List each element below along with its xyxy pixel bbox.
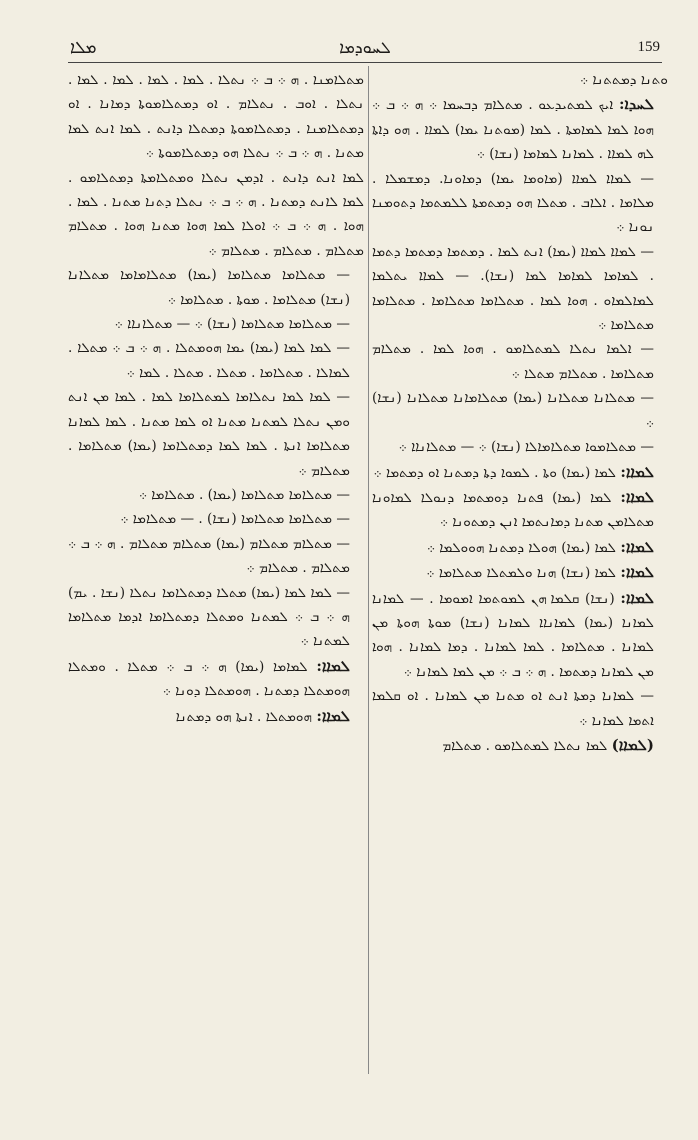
- entry-text: — ܡܬܠܐܡ ܡܬܠܐܡ (ܝܡܐ) ܡܬܠܐܡ ܡܬܠܐܡ . ܗ ܀ ܒ ܀ ܡܬܠܐܡ . ܡܬܠܐܡ ܀: [68, 535, 350, 577]
- dictionary-entry: [68, 704, 364, 729]
- entry-headword: ܠܡܐܐ:: [620, 588, 654, 607]
- running-head-left: ܡܠܐ: [70, 38, 97, 58]
- entry-headword: ܠܡܐܐ:: [316, 706, 350, 725]
- page-number: 159: [637, 39, 660, 55]
- dictionary-entry: [372, 460, 668, 485]
- dictionary-entry: [68, 385, 364, 483]
- dictionary-entry: [68, 68, 364, 166]
- dictionary-entry: [372, 92, 668, 166]
- entry-text: ܠܡܐܡܐ (ܝܡܐ) ܗ ܀ ܒ ܀ ܡܬܠܐ . ܘܡܬܠܐ ܗܘܡܬܠܐ ܕܡܬܢܐ . ܗܘܡܬܠܐ ܕܘܢܐ ܀: [68, 658, 350, 700]
- entry-headword: ܠܡܐܐ:: [620, 537, 654, 556]
- dictionary-entry: [372, 535, 668, 560]
- dictionary-entry: [372, 167, 668, 240]
- dictionary-entry: [372, 240, 668, 338]
- dictionary-entry: [372, 386, 668, 435]
- entry-text: (ܢܫܐ) ܩܠܡܐ ܗܢ ܠܡܘܬܡܐ ܐܡܘܡܐ . — ܠܡܐܢܐ ܠܡܐܢܐ (ܝܡܐ) ܠܡܐܢܐܐ ܠܡܐܢܐ (ܢܫܐ) ܡܘܬܐ ܗܘܬܐ ܡܢ ܠܡܐܢܐ . ܡܬܠܐܡܐ . ܠܡܐ ܠܡܐܢܐ . ܕܡܐ ܠܡܐܢܐ . ܗܘܐ ܡܢ ܠܡܐܢܐ ܕܡܬܡܐ . ܗ ܀ ܒ ܀ ܡܢ ܠܡܐ ܠܡܐܢܐ ܀: [372, 590, 654, 680]
- entry-text: ܠܡܐ (ܝܡܐ) ܦܬܢܐ ܕܘܡܬܡܐ ܕܢܘܠܐ ܠܡܐܘܢܐ ܡܬܠܐܡܢ ܡܬܢܐ ܕܡܐܢܬܡܐ ܐܢܢ ܕܡܬܘܢܐ ܀: [372, 489, 654, 531]
- entry-text: — ܡܬܠܐܡܘܐ ܡܬܠܐܡܐܠܐ (ܢܫܐ) ܀ — ܡܬܠܐܢܐܐ ܀: [398, 439, 654, 456]
- dictionary-entry: [372, 586, 668, 685]
- dictionary-entry: [68, 312, 364, 336]
- entry-text: ܡܬܠܐܡܢܐ . ܗ ܀ ܒ ܀ ܢܬܠܐ . ܠܡܐ . ܠܡܐ . ܠܡܐ . ܠܡܐ . ܢܬܠܐ . ܐܘܒ . ܢܬܠܐܡ . ܐܘ ܕܡܬܠܐܡܘܬܐ ܕܡܐܢܐ . ܐܘ ܕܡܬܠܐܡܢܐ . ܕܡܬܠܐܡܘܬܐ ܕܡܬܠܐ ܕܐܢܬ . ܠܡܐ ܐܢܬ ܠܡܐ ܡܬܢܐ . ܗ ܀ ܒ ܀ ܢܬܠܐ ܗܘ ܕܡܬܠܐܡܘܬܐ ܀: [68, 72, 364, 162]
- entry-headword: (ܠܡܐܐ): [611, 735, 654, 754]
- running-head-title: ܠܚܘܕܡܐ: [339, 38, 391, 57]
- entry-text: ܠܡܐ ܐܢܬ ܕܐܢܬ . ܐܕܡܢ ܢܬܠܐ ܘܡܬܠܐܡܬܐ ܕܡܬܠܐܡܘ . ܠܡܐ ܠܐܢܬ ܕܡܬܢܐ . ܗ ܀ ܒ ܀ ܢܬܠܐ ܕܬܢܐ ܡܬܢܐ . ܠܡܐ . ܗܘܐ . ܗ ܀ ܒ ܀ ܐܘܠܐ ܠܡܐ ܗܘܐ ܡܬܢܐ ܗܘܐ . ܡܬܠܐܡ ܡܬܠܐܡ . ܡܬܠܐܡ . ܡܬܠܐܡ ܀: [68, 169, 364, 259]
- dictionary-entry: [68, 263, 364, 312]
- entry-text: — ܠܡܐ ܠܡܐ ܢܬܠܐܡܐ ܠܡܬܠܐܡܐ ܠܡܐ . ܠܡܐ ܡܢ ܐܢܬ ܘܡܢ ܢܬܠܐ ܠܡܬܢܐ ܡܬܢܐ ܐܘ ܠܡܐ ܡܬܢܐ . ܠܡܐ ܠܡܐܢܐ ܡܬܠܐܡܐ ܐܢܬܐ . ܠܡܐ ܠܡܐ ܕܡܬܠܐܡܐ (ܝܡܐ) ܡܬܠܐܡܐ . ܡܬܠܐܡ ܀: [68, 389, 350, 479]
- dictionary-entry: [68, 581, 364, 654]
- entry-headword: ܠܚܕܐ:: [618, 95, 654, 114]
- entry-headword: ܠܡܐܐ:: [620, 462, 654, 481]
- entry-text: — ܐܠܡܐ ܢܬܠܐ ܠܡܬܠܐܡܘ . ܗܘܐ ܠܡܐ . ܡܬܠܐܡ ܡܬܠܐܡܐ . ܡܬܠܐܡ ܡܬܠܐ ܀: [372, 341, 654, 382]
- dictionary-entry: [372, 68, 668, 92]
- entry-text: ܘܬܢܐ ܕܡܬܬܢܐ ܀: [580, 72, 668, 88]
- column-divider: [368, 66, 369, 1074]
- entry-text: ܠܡܐ (ܢܫܐ) ܗܢܐ ܘܠܡܬܠܐ ܡܬܠܐܡܐ ܀: [426, 565, 621, 582]
- dictionary-entry: [68, 336, 364, 385]
- entry-text: — ܠܡܐܢܐ ܕܡܬܐ ܐܢܬ ܐܘ ܡܬܢܐ ܡܢ ܠܡܐܢܐ . ܐܘ ܩܠܡܐ ܐܬܡܐ ܠܡܐܢܐ ܀: [372, 688, 654, 729]
- entry-headword: ܠܡܐܐ:: [620, 487, 654, 506]
- dictionary-entry: [68, 532, 364, 581]
- entry-text: — ܠܡܐܐ ܠܡܐܐ (ܝܡܐ) ܐܢܬ ܠܡܐ . ܕܡܬܡܐ ܕܡܬܡܐ ܕܬܡܐ . ܠܡܐܡܐ ܠܡܐܡܐ ܠܡܐ (ܢܫܐ). — ܠܡܐܐ ܝܬܠܡܐ ܠܡܐܠܡܐܘ . ܗܘܐ ܠܡܐ . ܡܬܠܐܡܐ ܡܬܠܐܡܐ . ܡܬܠܐܡܐ ܡܬܠܐܡܐ ܀: [372, 243, 654, 334]
- dictionary-entry: [372, 337, 668, 386]
- entry-text: — ܡܬܠܐܡܐ ܡܬܠܐܡܐ (ܢܫܐ) . — ܡܬܠܐܡܐ ܀: [120, 511, 350, 528]
- entry-text: ܠܡܐ (ܝܡܐ) ܘܬܐ . ܠܡܘܐ ܕܬܐ ܕܡܬܢܐ ܐܘ ܕܡܬܡܐ ܀: [373, 464, 621, 481]
- entry-text: ܗܘܡܬܠܐ . ܐܢܬܐ ܗܘ ܕܡܬܢܐ: [175, 708, 317, 725]
- entry-text: — ܠܡܐܐ ܠܡܐܐ (ܡܐܘܡܐ ܝܡܐ) ܕܡܐܘܢܐ. ܕܡܫܡܠܐ . ܡܠܐܡܐ . ܐܠܐܒ . ܡܬܠܐ ܗܘ ܕܡܬܡܬܐ ܠܠܡܬܡܐ ܕܬܘܡܢܐ ܢܘܢܐ ܀: [372, 170, 654, 236]
- dictionary-entry: [372, 684, 668, 733]
- entry-headword: ܠܡܐܐ:: [316, 656, 350, 675]
- header-rule: [68, 62, 662, 63]
- entry-text: — ܡܬܠܐܡܐ ܡܬܠܐܡܐ (ܢܫܐ) ܀ — ܡܬܠܐܢܐܐ ܀: [114, 316, 350, 333]
- dictionary-entry: [68, 654, 364, 704]
- entry-text: ܠܡܐ ܢܬܠܐ ܠܡܬܠܐܡܘ . ܡܬܠܐܡ: [442, 737, 612, 754]
- entry-text: ܐܝܟ ܠܡܬܝܕܥܘ . ܡܬܠܐܡ ܕܒܚܡܐ ܀ ܗ ܀ ܒ ܀ ܗܘܐ ܠܡܐ ܠܡܐܡܬܐ . ܠܡܐ (ܡܘܬܢܐ ܝܡܐ) ܠܡܐܐ . ܗܘ ܕܐܬܐ ܠܗ ܠܡܐܐ . ܠܡܐܢܐ ܠܡܐܡܐ (ܢܫܐ) ܀: [372, 97, 654, 163]
- entry-text: — ܡܬܠܐܡܐ ܡܬܠܐܡܐ (ܝܡܐ) ܡܬܠܐܡܐܡܐ ܡܬܠܐܢܐ (ܢܫܐ) ܡܬܠܐܡܐ . ܡܘܬܐ . ܡܬܠܐܡܐ ܀: [68, 267, 350, 308]
- dictionary-entry: [68, 507, 364, 531]
- entry-text: — ܠܡܐ ܠܡܐ (ܝܡܐ) ܡܬܠܐ ܕܡܬܠܐܡܐ ܢܬܠܐ (ܢܫܐ . ܝܡ) ܗ ܀ ܒ ܀ ܠܡܬܢܐ ܘܡܬܠܐ ܕܡܬܠܐܡܐ ܐܕܡܐ ܡܬܠܐܡܐ ܠܡܬܢܐ ܀: [68, 584, 350, 650]
- entry-text: ܠܡܐ (ܝܡܐ) ܗܘܠܐ ܕܡܬܢܐ ܗܘܘܠܡܐ ܀: [426, 539, 621, 556]
- dictionary-entry: [372, 733, 668, 758]
- dictionary-entry: [68, 483, 364, 507]
- page-header: [70, 38, 660, 60]
- entry-text: — ܡܬܠܐܡܐ ܡܬܠܐܡܐ (ܝܡܐ) . ܡܬܠܐܡܐ ܀: [138, 486, 350, 503]
- entry-headword: ܠܡܐܐ:: [620, 563, 654, 582]
- dictionary-entry: [68, 166, 364, 264]
- dictionary-entry: [372, 485, 668, 535]
- entry-text: — ܠܡܐ ܠܡܐ (ܝܡܐ) ܝܡܐ ܗܘܡܬܠܐ . ܗ ܀ ܒ ܀ ܡܬܠܐ . ܠܡܐܠܐ . ܡܬܠܐܡܐ . ܡܬܠܐ . ܡܬܠܐ . ܠܡܐ ܀: [68, 340, 350, 381]
- entry-text: — ܡܬܠܐܢܐ ܡܬܠܐܢܐ (ܝܡܐ) ܡܬܠܐܡܐܢܐ ܡܬܠܐܢܐ (ܢܫܐ) ܀: [372, 390, 654, 431]
- dictionary-entry: [372, 435, 668, 459]
- left-column: [68, 68, 364, 729]
- dictionary-entry: [372, 560, 668, 585]
- right-column: [372, 68, 668, 758]
